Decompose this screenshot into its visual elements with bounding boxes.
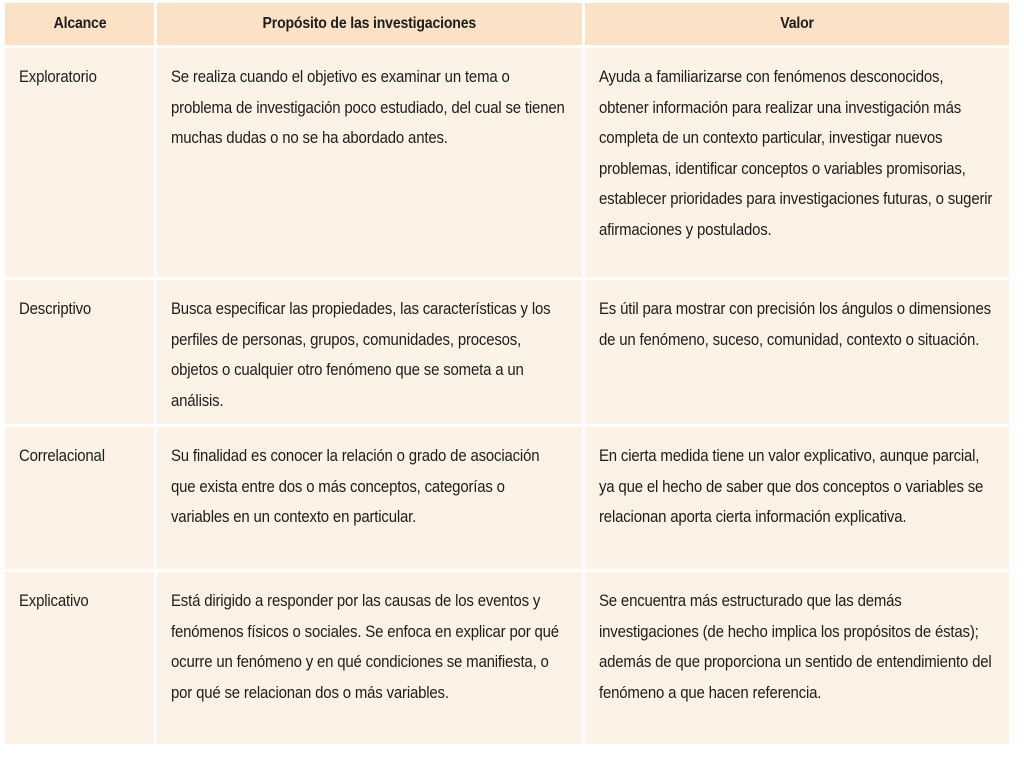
cell-alcance	[5, 427, 154, 569]
header-proposito	[157, 3, 581, 45]
proposito-text: Está dirigido a responder por las causas de los eventos y fenómenos físicos o sociales. Se enfoca en explicar por qué ocurre un fenómeno y en qué condiciones se manifiesta, o por qué se relacionan dos o más variables.	[171, 591, 560, 702]
header-valor-label: Valor	[780, 15, 814, 32]
cell-alcance	[5, 48, 154, 277]
header-alcance	[5, 3, 154, 45]
cell-proposito	[157, 48, 581, 277]
table-row-exploratorio	[5, 48, 1009, 277]
header-valor	[585, 3, 1009, 45]
header-proposito-label: Propósito de las investigaciones	[262, 15, 477, 32]
alcance-text: Exploratorio	[19, 67, 97, 86]
cell-valor	[585, 427, 1009, 569]
proposito-text: Su finalidad es conocer la relación o grado de asociación que exista entre dos o más conceptos, categorías o variables en un contexto en particular.	[171, 446, 540, 526]
cell-proposito	[157, 427, 581, 569]
proposito-text: Busca especificar las propiedades, las características y los perfiles de personas, grupos, comunidades, procesos, objetos o cualquier otro fenómeno que se someta a un análisis.	[171, 299, 551, 410]
table-header-row	[5, 3, 1009, 45]
header-alcance-label: Alcance	[53, 15, 107, 32]
cell-alcance	[5, 280, 154, 424]
cell-proposito	[157, 280, 581, 424]
cell-valor	[585, 48, 1009, 277]
alcance-text: Descriptivo	[19, 299, 92, 318]
table-row-correlacional	[5, 427, 1009, 569]
cell-valor	[585, 572, 1009, 744]
cell-valor	[585, 280, 1009, 424]
alcance-text: Correlacional	[19, 446, 105, 465]
valor-text: Es útil para mostrar con precisión los ángulos o dimensiones de un fenómeno, suceso, comunidad, contexto o situación.	[598, 299, 991, 349]
proposito-text: Se realiza cuando el objetivo es examinar un tema o problema de investigación poco estudiado, del cual se tienen muchas dudas o no se ha abordado antes.	[171, 67, 566, 147]
alcance-text: Explicativo	[19, 591, 89, 610]
research-scope-table-container	[5, 3, 1009, 763]
valor-text: Se encuentra más estructurado que las demás investigaciones (de hecho implica los propósitos de éstas); además de que proporciona un sentido de entendimiento del fenómeno a que hacen referencia.	[598, 591, 992, 702]
cell-proposito	[157, 572, 581, 744]
research-scope-table	[2, 0, 1012, 747]
valor-text: Ayuda a familiarizarse con fenómenos desconocidos, obtener información para realizar una investigación más completa de un contexto particular, investigar nuevos problemas, identificar conceptos o variables promisorias, establecer prioridades para investigaciones futuras, o sugerir afirmaciones y postulados.	[598, 67, 992, 239]
cell-alcance	[5, 572, 154, 744]
table-row-descriptivo	[5, 280, 1009, 424]
valor-text: En cierta medida tiene un valor explicativo, aunque parcial, ya que el hecho de saber que dos conceptos o variables se relacionan aporta cierta información explicativa.	[598, 446, 983, 526]
table-row-explicativo	[5, 572, 1009, 744]
